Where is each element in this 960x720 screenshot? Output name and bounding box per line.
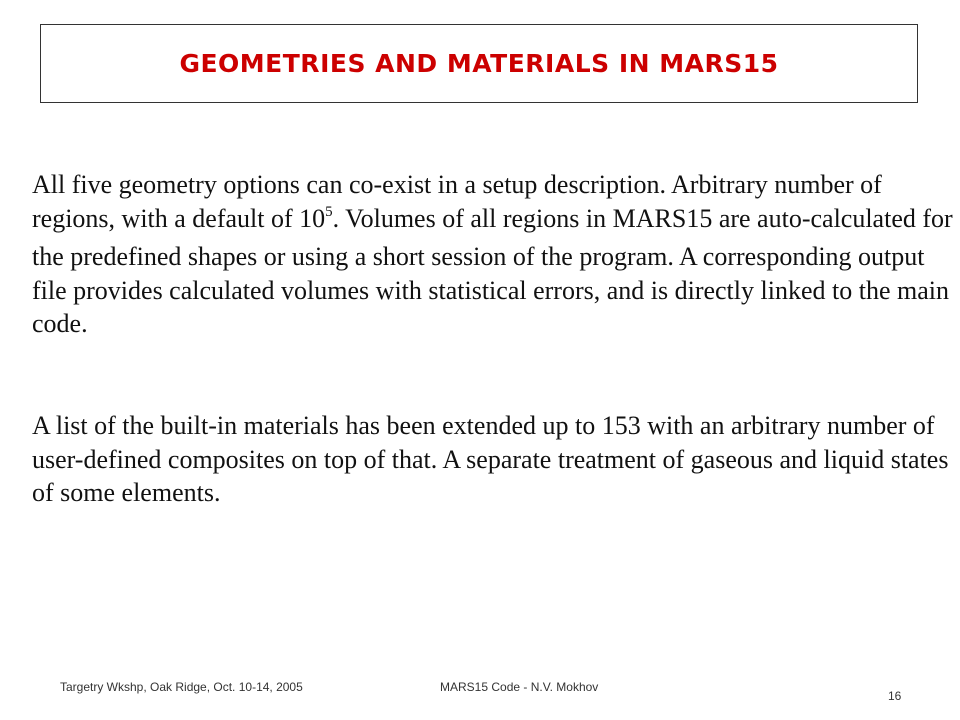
paragraph-geometry-text-1: All five geometry options can co-exist in a setup description. Arbitrary number of regions, with a default of 10 <box>32 170 882 233</box>
paragraph-geometry-text-2: . Volumes of all regions in MARS15 are auto-calculated for the predefined shapes or using a short session of the program. A corresponding output file provides calculated volumes with statistical errors, and is directly linked to the main code. <box>32 203 953 338</box>
footer-author: MARS15 Code - N.V. Mokhov <box>440 680 599 694</box>
title-box <box>40 24 918 103</box>
paragraph-geometry <box>32 168 957 341</box>
slide-title: GEOMETRIES AND MATERIALS IN MARS15 <box>179 49 779 78</box>
superscript-exponent: 5 <box>325 203 333 220</box>
footer-workshop: Targetry Wkshp, Oak Ridge, Oct. 10-14, 2005 <box>60 680 303 694</box>
paragraph-materials: A list of the built-in materials has been extended up to 153 with an arbitrary number of user-defined composites on top of that. A separate treatment of gaseous and liquid states of some elements. <box>32 411 949 507</box>
page-number: 16 <box>888 689 902 703</box>
